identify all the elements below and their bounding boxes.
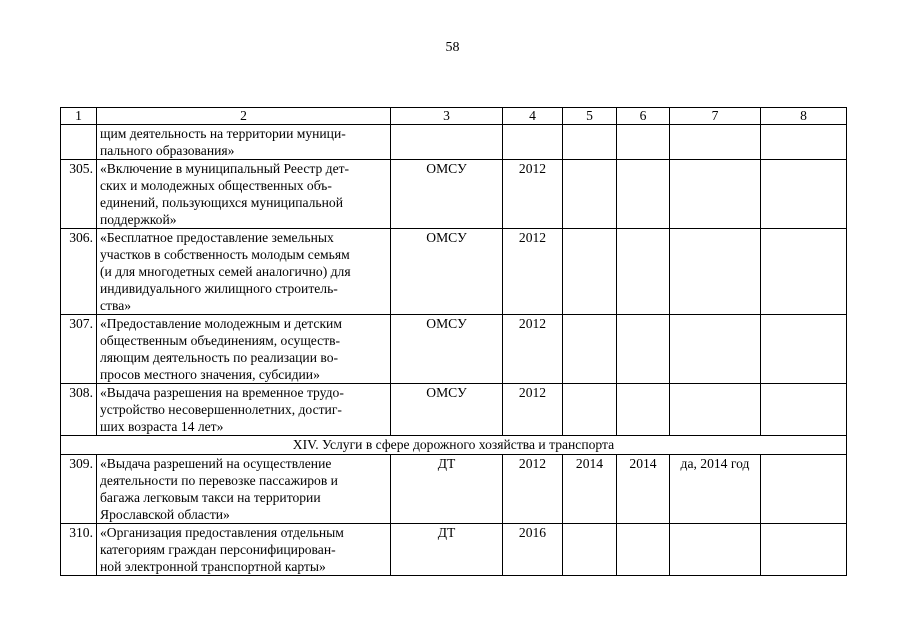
page-number: 58 xyxy=(445,40,460,55)
column-7-cell xyxy=(670,315,761,384)
header-cell: 1 xyxy=(61,108,97,125)
service-name-cell xyxy=(97,524,391,576)
column-5-cell xyxy=(563,384,617,436)
responsible-body-cell: ОМСУ xyxy=(391,384,503,436)
column-7-cell xyxy=(670,384,761,436)
service-name-line: «Выдача разрешений на осуществление xyxy=(100,456,332,471)
column-6-cell xyxy=(617,315,670,384)
column-5-cell xyxy=(563,229,617,315)
table-row xyxy=(61,160,847,229)
service-name-line: Ярославской области» xyxy=(100,507,230,522)
header-cell: 8 xyxy=(761,108,847,125)
table-row xyxy=(61,315,847,384)
service-name-cell xyxy=(97,229,391,315)
continuation-row xyxy=(61,125,847,160)
column-8-cell xyxy=(761,524,847,576)
table-row xyxy=(61,229,847,315)
header-cell: 2 xyxy=(97,108,391,125)
section-row xyxy=(61,436,847,455)
service-name-cell xyxy=(97,384,391,436)
section-title: XIV. Услуги в сфере дорожного хозяйства и транспорта xyxy=(61,436,847,455)
service-name-line: категориям граждан персонифицирован- xyxy=(100,542,336,557)
row-number-cell: 305. xyxy=(61,160,97,229)
column-7-cell xyxy=(670,160,761,229)
column-8-cell xyxy=(761,160,847,229)
column-6-cell xyxy=(617,229,670,315)
table-cell xyxy=(761,125,847,160)
column-5-cell xyxy=(563,524,617,576)
column-5-cell xyxy=(563,160,617,229)
column-7-cell xyxy=(670,524,761,576)
table-cell xyxy=(670,125,761,160)
header-cell: 3 xyxy=(391,108,503,125)
column-6-cell xyxy=(617,384,670,436)
service-name-line: устройство несовершеннолетних, достиг- xyxy=(100,402,342,417)
column-8-cell xyxy=(761,455,847,524)
service-name-line: «Организация предоставления отдельным xyxy=(100,525,344,540)
responsible-body-cell: ДТ xyxy=(391,455,503,524)
row-number-cell: 308. xyxy=(61,384,97,436)
column-7-cell: да, 2014 год xyxy=(670,455,761,524)
service-name-line: «Бесплатное предоставление земельных xyxy=(100,230,334,245)
row-number-cell xyxy=(61,125,97,160)
service-name-line: щим деятельность на территории муници- xyxy=(100,126,346,141)
service-name-line: ских и молодежных общественных объ- xyxy=(100,178,332,193)
table-row xyxy=(61,524,847,576)
service-name-line: единений, пользующихся муниципальной xyxy=(100,195,343,210)
responsible-body-cell: ОМСУ xyxy=(391,229,503,315)
service-name-line: деятельности по перевозке пассажиров и xyxy=(100,473,338,488)
column-7-cell xyxy=(670,229,761,315)
table-cell xyxy=(563,125,617,160)
service-name-line: пального образования» xyxy=(100,143,235,158)
header-cell: 7 xyxy=(670,108,761,125)
responsible-body-cell: ДТ xyxy=(391,524,503,576)
service-name-line: просов местного значения, субсидии» xyxy=(100,367,320,382)
service-name-line: поддержкой» xyxy=(100,212,177,227)
row-number-cell: 307. xyxy=(61,315,97,384)
responsible-body-cell: ОМСУ xyxy=(391,315,503,384)
service-name-line: «Выдача разрешения на временное трудо- xyxy=(100,385,344,400)
column-8-cell xyxy=(761,315,847,384)
column-6-cell xyxy=(617,524,670,576)
column-8-cell xyxy=(761,229,847,315)
row-number-cell: 310. xyxy=(61,524,97,576)
service-name-line: «Предоставление молодежным и детским xyxy=(100,316,342,331)
service-name-line: «Включение в муниципальный Реестр дет- xyxy=(100,161,350,176)
year-cell: 2016 xyxy=(503,524,563,576)
service-name-cell xyxy=(97,455,391,524)
column-8-cell xyxy=(761,384,847,436)
service-name-cell xyxy=(97,315,391,384)
column-6-cell xyxy=(617,160,670,229)
services-table xyxy=(60,107,847,576)
year-cell: 2012 xyxy=(503,455,563,524)
service-name-line: ших возраста 14 лет» xyxy=(100,419,224,434)
service-name-line: участков в собственность молодым семьям xyxy=(100,247,350,262)
column-number-row xyxy=(61,108,847,125)
table-row xyxy=(61,384,847,436)
header-cell: 6 xyxy=(617,108,670,125)
year-cell: 2012 xyxy=(503,160,563,229)
column-5-cell: 2014 xyxy=(563,455,617,524)
row-number-cell: 306. xyxy=(61,229,97,315)
table-cell xyxy=(391,125,503,160)
header-cell: 5 xyxy=(563,108,617,125)
service-name-line: багажа легковым такси на территории xyxy=(100,490,321,505)
table-row xyxy=(61,455,847,524)
column-6-cell: 2014 xyxy=(617,455,670,524)
year-cell: 2012 xyxy=(503,229,563,315)
column-5-cell xyxy=(563,315,617,384)
year-cell: 2012 xyxy=(503,315,563,384)
service-name-line: ной электронной транспортной карты» xyxy=(100,559,326,574)
service-name-line: общественным объединениям, осуществ- xyxy=(100,333,341,348)
table-cell xyxy=(617,125,670,160)
service-name-line: ляющим деятельность по реализации во- xyxy=(100,350,339,365)
service-name-line: ства» xyxy=(100,298,132,313)
service-name-cell xyxy=(97,125,391,160)
service-name-line: индивидуального жилищного строитель- xyxy=(100,281,338,296)
header-cell: 4 xyxy=(503,108,563,125)
responsible-body-cell: ОМСУ xyxy=(391,160,503,229)
service-name-line: (и для многодетных семей аналогично) для xyxy=(100,264,351,279)
year-cell: 2012 xyxy=(503,384,563,436)
table-cell xyxy=(503,125,563,160)
row-number-cell: 309. xyxy=(61,455,97,524)
service-name-cell xyxy=(97,160,391,229)
